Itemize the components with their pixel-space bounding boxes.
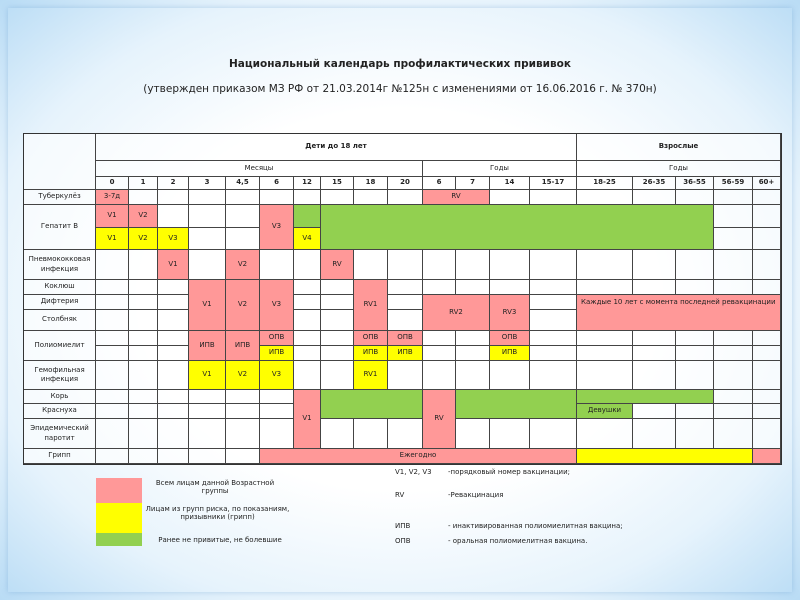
page-subtitle: (утвержден приказом МЗ РФ от 21.03.2014г №125н с изменениями от 16.06.2016 г. № 370н) <box>143 83 657 95</box>
empty-cell <box>354 190 388 205</box>
empty-cell <box>676 346 714 361</box>
empty-cell <box>129 331 158 346</box>
empty-cell <box>456 346 490 361</box>
legend-swatch-yellow <box>96 503 142 533</box>
cell-dtp-adult: Каждые 10 лет с момента последней ревакцинации <box>577 295 781 331</box>
age-header: 56-59 <box>714 177 753 190</box>
empty-cell <box>96 449 129 464</box>
empty-cell <box>423 250 456 280</box>
legend-green-text: Ранее не привитые, не болевшие <box>158 536 282 544</box>
disease-label: Коклюш <box>24 280 96 295</box>
empty-cell <box>129 361 158 390</box>
cell-mmr-catchup <box>456 390 577 419</box>
empty-cell <box>96 331 129 346</box>
cell-rubella-girls: Девушки <box>577 404 633 419</box>
age-header: 20 <box>388 177 423 190</box>
empty-cell <box>423 331 456 346</box>
cell-hib-rv1: RV1 <box>354 361 388 390</box>
empty-cell <box>260 419 294 449</box>
cell-pneumo-v1: V1 <box>158 250 189 280</box>
empty-cell <box>294 295 321 310</box>
empty-cell <box>714 390 753 404</box>
cell-hepb-risk-v4: V4 <box>294 228 321 250</box>
header-years-adult: Годы <box>577 161 781 177</box>
empty-cell <box>490 361 530 390</box>
empty-cell <box>96 250 129 280</box>
age-header: 18-25 <box>577 177 633 190</box>
empty-cell <box>189 404 226 419</box>
empty-cell <box>321 361 354 390</box>
age-header: 6 <box>260 177 294 190</box>
empty-cell <box>388 361 423 390</box>
empty-cell <box>714 228 753 250</box>
abbr-key: RV <box>395 491 405 499</box>
header-adults: Взрослые <box>577 134 781 161</box>
header-children: Дети до 18 лет <box>96 134 577 161</box>
empty-cell <box>129 346 158 361</box>
cell-hepb-v1: V1 <box>96 205 129 228</box>
legend-swatch-pink <box>96 478 142 503</box>
empty-cell <box>129 390 158 404</box>
age-header: 36-55 <box>676 177 714 190</box>
empty-cell <box>753 419 781 449</box>
empty-cell <box>158 346 189 361</box>
empty-cell <box>423 346 456 361</box>
cell-hib-v3: V3 <box>260 361 294 390</box>
cell-mmr-rv: RV <box>423 390 456 449</box>
cell-tb-rv: RV <box>423 190 490 205</box>
empty-cell <box>260 190 294 205</box>
cell-hib-v2: V2 <box>226 361 260 390</box>
empty-cell <box>423 280 456 295</box>
abbr-value: -порядковый номер вакцинации; <box>448 468 570 476</box>
empty-cell <box>530 190 577 205</box>
cell-polio-ipv-risk: ИПВ <box>490 346 530 361</box>
abbr-key: V1, V2, V3 <box>395 468 432 476</box>
empty-cell <box>490 190 530 205</box>
empty-cell <box>226 190 260 205</box>
empty-cell <box>456 361 490 390</box>
cell-hepb-risk-v1: V1 <box>96 228 129 250</box>
empty-cell <box>129 419 158 449</box>
empty-cell <box>753 250 781 280</box>
empty-cell <box>530 310 577 331</box>
age-header: 26-35 <box>633 177 676 190</box>
empty-cell <box>530 346 577 361</box>
empty-cell <box>260 404 294 419</box>
cell-hib-v1: V1 <box>189 361 226 390</box>
empty-cell <box>294 331 321 346</box>
empty-cell <box>676 419 714 449</box>
age-header: 4,5 <box>226 177 260 190</box>
disease-label: Гепатит В <box>24 205 96 250</box>
empty-cell <box>388 419 423 449</box>
empty-cell <box>633 404 676 419</box>
empty-cell <box>633 361 676 390</box>
empty-cell <box>676 250 714 280</box>
empty-cell <box>354 419 388 449</box>
empty-cell <box>490 280 530 295</box>
empty-cell <box>96 280 129 295</box>
empty-cell <box>260 250 294 280</box>
cell-hepb-risk-v3: V3 <box>158 228 189 250</box>
abbr-value: - инактивированная полиомиелитная вакцина; <box>448 522 623 530</box>
header-months: Месяцы <box>96 161 423 177</box>
cell-flu-60plus <box>753 449 781 464</box>
vaccination-table <box>23 133 782 465</box>
empty-cell <box>189 449 226 464</box>
empty-cell <box>129 250 158 280</box>
empty-cell <box>490 250 530 280</box>
empty-cell <box>294 361 321 390</box>
age-header: 60+ <box>753 177 781 190</box>
cell-polio-opv: ОПВ <box>260 331 294 346</box>
disease-label: Столбняк <box>24 310 96 331</box>
empty-cell <box>260 390 294 404</box>
empty-cell <box>714 205 753 228</box>
empty-cell <box>530 331 577 346</box>
empty-cell <box>158 404 189 419</box>
age-header: 1 <box>129 177 158 190</box>
empty-cell <box>530 295 577 310</box>
empty-cell <box>714 190 753 205</box>
empty-cell <box>96 295 129 310</box>
disease-label: Грипп <box>24 449 96 464</box>
empty-cell <box>226 404 260 419</box>
empty-cell <box>577 250 633 280</box>
cell-measles-adult <box>577 390 714 404</box>
empty-cell <box>753 190 781 205</box>
empty-cell <box>321 346 354 361</box>
legend-swatch-green <box>96 533 142 546</box>
empty-cell <box>294 190 321 205</box>
age-header: 7 <box>456 177 490 190</box>
empty-cell <box>577 419 633 449</box>
cell-polio-ipv-risk: ИПВ <box>388 346 423 361</box>
disease-label: Пневмококковая инфекция <box>24 250 96 280</box>
empty-cell <box>96 404 129 419</box>
cell-polio-ipv1: ИПВ <box>189 331 226 361</box>
empty-cell <box>158 280 189 295</box>
empty-cell <box>714 419 753 449</box>
cell-tb-birth: 3-7д <box>96 190 129 205</box>
cell-dtp-v1: V1 <box>189 280 226 331</box>
cell-polio-opv: ОПВ <box>490 331 530 346</box>
empty-cell <box>158 295 189 310</box>
empty-cell <box>226 390 260 404</box>
empty-cell <box>96 310 129 331</box>
empty-cell <box>189 228 226 250</box>
cell-hepb-v2: V2 <box>129 205 158 228</box>
cell-pneumo-v2: V2 <box>226 250 260 280</box>
empty-cell <box>321 310 354 331</box>
empty-cell <box>753 404 781 419</box>
cell-flu-risk <box>577 449 753 464</box>
cell-dtp-v2: V2 <box>226 280 260 331</box>
empty-cell <box>158 419 189 449</box>
empty-cell <box>158 361 189 390</box>
empty-cell <box>388 280 423 295</box>
cell-flu-yearly: Ежегодно <box>260 449 577 464</box>
empty-cell <box>530 419 577 449</box>
empty-cell <box>676 331 714 346</box>
age-header: 15 <box>321 177 354 190</box>
cell-polio-opv: ОПВ <box>388 331 423 346</box>
empty-cell <box>129 190 158 205</box>
empty-cell <box>456 280 490 295</box>
empty-cell <box>226 228 260 250</box>
cell-hepb-risk-v2: V2 <box>129 228 158 250</box>
empty-cell <box>676 280 714 295</box>
cell-polio-ipv-risk: ИПВ <box>354 346 388 361</box>
age-header: 15-17 <box>530 177 577 190</box>
disease-label: Туберкулёз <box>24 190 96 205</box>
empty-cell <box>633 346 676 361</box>
empty-cell <box>753 361 781 390</box>
empty-cell <box>96 390 129 404</box>
empty-cell <box>388 310 423 331</box>
empty-cell <box>158 390 189 404</box>
empty-cell <box>129 280 158 295</box>
empty-cell <box>354 250 388 280</box>
empty-cell <box>714 361 753 390</box>
empty-cell <box>753 228 781 250</box>
empty-cell <box>753 390 781 404</box>
header-years: Годы <box>423 161 577 177</box>
abbr-value: - оральная полиомиелитная вакцина. <box>448 537 588 545</box>
age-header: 12 <box>294 177 321 190</box>
cell-mmr-catchup <box>321 390 423 419</box>
cell-dtp-rv1: RV1 <box>354 280 388 331</box>
cell-mmr-v1: V1 <box>294 390 321 449</box>
cell-polio-opv: ОПВ <box>354 331 388 346</box>
empty-cell <box>530 250 577 280</box>
empty-cell <box>714 250 753 280</box>
empty-cell <box>633 280 676 295</box>
empty-cell <box>129 449 158 464</box>
page-title: Национальный календарь профилактических прививок <box>229 58 571 70</box>
abbr-key: ИПВ <box>395 522 411 530</box>
empty-cell <box>456 419 490 449</box>
empty-cell <box>577 346 633 361</box>
empty-cell <box>676 361 714 390</box>
age-header: 14 <box>490 177 530 190</box>
empty-cell <box>294 310 321 331</box>
empty-cell <box>633 331 676 346</box>
empty-cell <box>633 419 676 449</box>
empty-cell <box>294 280 321 295</box>
empty-cell <box>753 331 781 346</box>
age-header: 2 <box>158 177 189 190</box>
disease-label: Краснуха <box>24 404 96 419</box>
cell-pneumo-rv: RV <box>321 250 354 280</box>
empty-cell <box>96 346 129 361</box>
cell-hepb-green <box>294 205 321 228</box>
empty-cell <box>633 250 676 280</box>
empty-cell <box>753 346 781 361</box>
abbr-value: -Ревакцинация <box>448 491 504 499</box>
cell-dtp-rv3: RV3 <box>490 295 530 331</box>
empty-cell <box>490 419 530 449</box>
empty-cell <box>321 331 354 346</box>
empty-cell <box>158 310 189 331</box>
empty-cell <box>189 419 226 449</box>
disease-label: Дифтерия <box>24 295 96 310</box>
cell-polio-ipv-risk: ИПВ <box>260 346 294 361</box>
age-header: 18 <box>354 177 388 190</box>
empty-cell <box>189 205 226 228</box>
cell-dtp-v3: V3 <box>260 280 294 331</box>
empty-cell <box>423 361 456 390</box>
disease-label: Корь <box>24 390 96 404</box>
empty-cell <box>189 250 226 280</box>
abbr-key: ОПВ <box>395 537 411 545</box>
cell-hepb-v3: V3 <box>260 205 294 250</box>
empty-cell <box>226 205 260 228</box>
empty-cell <box>189 390 226 404</box>
empty-cell <box>96 419 129 449</box>
empty-cell <box>321 295 354 310</box>
empty-cell <box>676 190 714 205</box>
empty-cell <box>158 331 189 346</box>
legend-yellow-text: Лицам из групп риска, по показаниям, призывники (грипп) <box>145 505 290 521</box>
corner-cell <box>24 134 96 190</box>
empty-cell <box>577 280 633 295</box>
empty-cell <box>388 250 423 280</box>
empty-cell <box>633 190 676 205</box>
empty-cell <box>129 404 158 419</box>
disease-label: Полиомиелит <box>24 331 96 361</box>
empty-cell <box>714 280 753 295</box>
empty-cell <box>189 190 226 205</box>
empty-cell <box>158 190 189 205</box>
empty-cell <box>158 449 189 464</box>
empty-cell <box>129 310 158 331</box>
cell-dtp-rv2: RV2 <box>423 295 490 331</box>
empty-cell <box>676 404 714 419</box>
empty-cell <box>577 190 633 205</box>
age-header: 6 <box>423 177 456 190</box>
empty-cell <box>456 331 490 346</box>
empty-cell <box>714 346 753 361</box>
legend-pink-text: Всем лицам данной Возрастной группы <box>155 479 275 495</box>
cell-hepb-catchup <box>321 205 714 250</box>
empty-cell <box>753 280 781 295</box>
empty-cell <box>753 205 781 228</box>
empty-cell <box>388 190 423 205</box>
empty-cell <box>456 250 490 280</box>
empty-cell <box>577 361 633 390</box>
empty-cell <box>530 280 577 295</box>
empty-cell <box>294 346 321 361</box>
empty-cell <box>530 361 577 390</box>
disease-label: Гемофильная инфекция <box>24 361 96 390</box>
empty-cell <box>321 190 354 205</box>
empty-cell <box>96 361 129 390</box>
empty-cell <box>226 449 260 464</box>
empty-cell <box>388 295 423 310</box>
disease-label: Эпидемический паротит <box>24 419 96 449</box>
empty-cell <box>158 205 189 228</box>
empty-cell <box>226 419 260 449</box>
cell-polio-ipv2: ИПВ <box>226 331 260 361</box>
age-header: 0 <box>96 177 129 190</box>
empty-cell <box>321 280 354 295</box>
empty-cell <box>129 295 158 310</box>
empty-cell <box>577 331 633 346</box>
empty-cell <box>714 331 753 346</box>
empty-cell <box>714 404 753 419</box>
empty-cell <box>294 250 321 280</box>
age-header: 3 <box>189 177 226 190</box>
empty-cell <box>321 419 354 449</box>
